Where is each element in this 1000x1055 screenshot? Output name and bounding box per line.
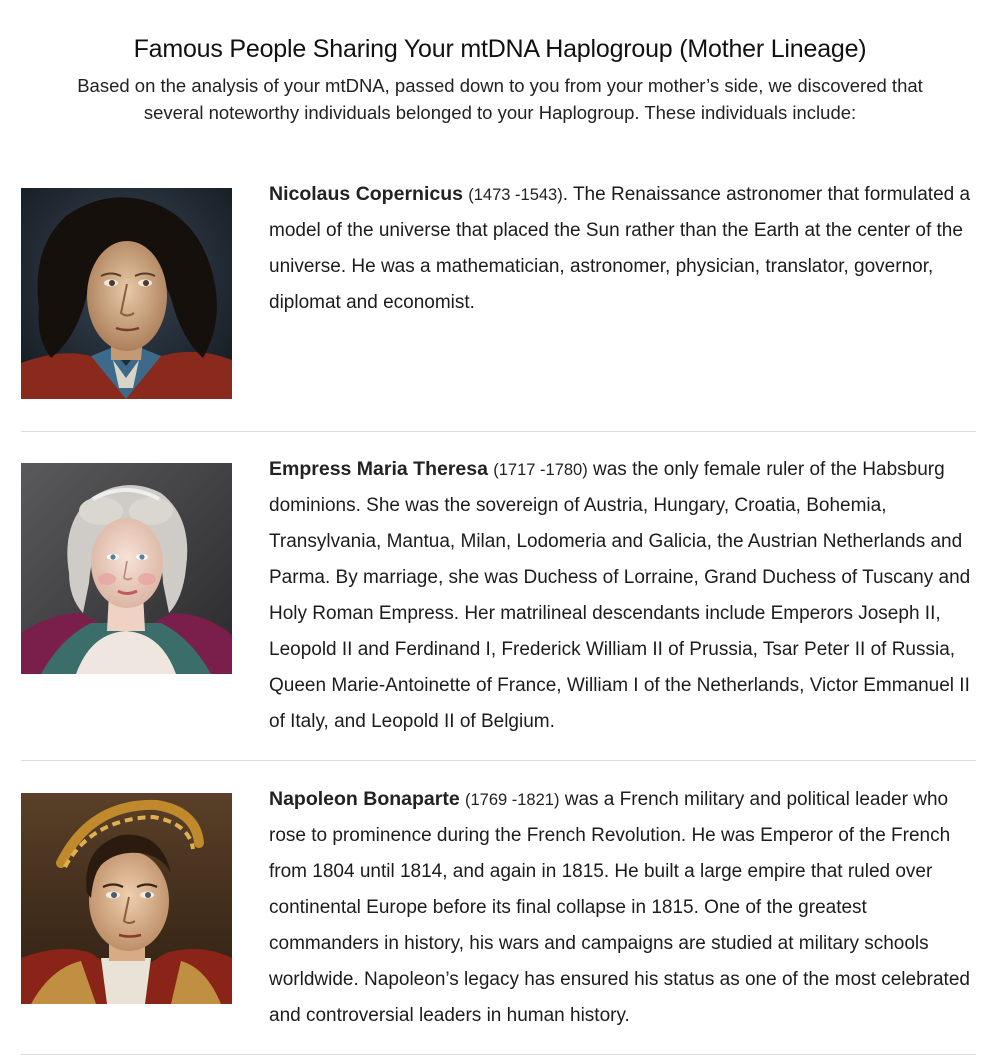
copernicus-description: [269, 176, 979, 321]
person-name: Napoleon Bonaparte: [269, 788, 460, 810]
page-title: Famous People Sharing Your mtDNA Haplogroup (Mother Lineage): [133, 35, 867, 63]
list-item-maria-theresa: [21, 432, 976, 761]
napoleon-description: [269, 781, 979, 1034]
person-name: Nicolaus Copernicus: [269, 183, 463, 205]
famous-people-list: [21, 152, 976, 1055]
person-dates: (1473 -1543): [468, 186, 563, 204]
page-intro: Based on the analysis of your mtDNA, passed down to you from your mother’s side, we discovered that several noteworthy individuals belonged to your Haplogroup. These individuals include:: [77, 75, 923, 123]
person-bio: . The Renaissance astronomer that formulated a model of the universe that placed the Sun rather than the Earth at the center of the universe. He was a mathematician, astronomer, physician, translator, governor, diplomat and economist.: [269, 184, 971, 313]
portrait-maria-theresa-image: [21, 463, 232, 674]
person-dates: (1717 -1780): [493, 461, 588, 479]
list-item-napoleon: [21, 761, 976, 1055]
page-header: [0, 0, 1000, 126]
list-item-copernicus: [21, 152, 976, 432]
person-dates: (1769 -1821): [464, 791, 560, 809]
person-bio: was the only female ruler of the Habsburg dominions. She was the sovereign of Austria, Hungary, Croatia, Bohemia, Transylvania, Mantua, Milan, Lodomeria and Galicia, the Austrian Netherlands and Parma. By marriage, she was Duchess of Lorraine, Grand Duchess of Tuscany and Holy Roman Empress. Her matrilineal descendants include Emperors Joseph II, Leopold II and Ferdinand I, Frederick William II of Prussia, Tsar Peter II of Russia, Queen Marie-Antoinette of France, William I of the Netherlands, Victor Emmanuel II of Italy, and Leopold II of Belgium.: [269, 459, 971, 732]
portrait-copernicus-image: [21, 188, 232, 399]
portrait-napoleon-image: [21, 793, 232, 1004]
person-name: Empress Maria Theresa: [269, 458, 488, 480]
person-bio: was a French military and political leader who rose to prominence during the French Revolution. He was Emperor of the French from 1804 until 1814, and again in 1815. He built a large empire that ruled over continental Europe before its final collapse in 1815. One of the greatest commanders in history, his wars and campaigns are studied at military schools worldwide. Napoleon’s legacy has ensured his status as one of the most celebrated and controversial leaders in human history.: [269, 789, 970, 1026]
maria-theresa-description: [269, 451, 979, 740]
